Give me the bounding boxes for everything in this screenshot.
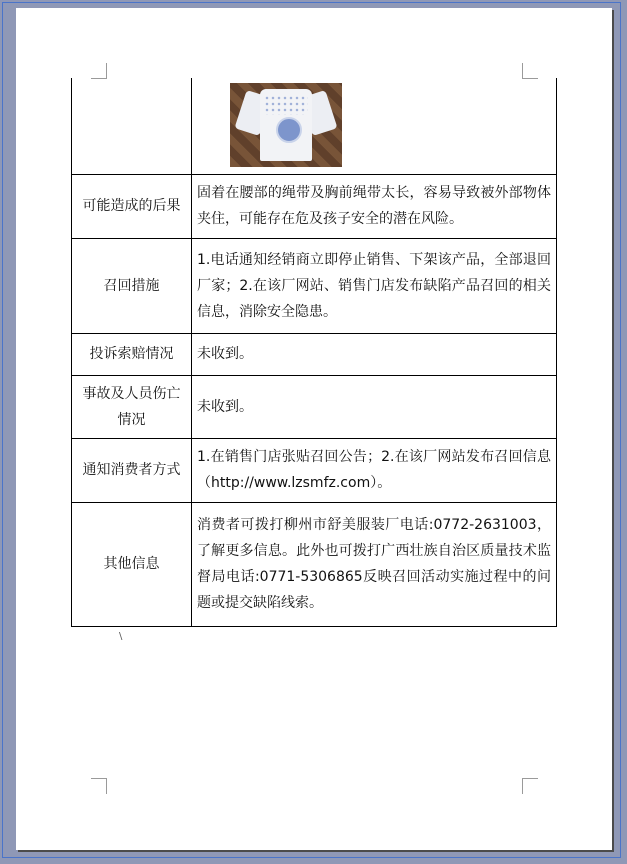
row-content: 1.在销售门店张贴召回公告；2.在该厂网站发布召回信息（http://www.lzsmfz.com）。 bbox=[192, 438, 557, 502]
table-row bbox=[72, 333, 557, 375]
product-photo bbox=[230, 83, 342, 167]
recall-info-table bbox=[71, 78, 557, 627]
table-row-product-photo bbox=[72, 78, 557, 174]
margin-corner-top-left bbox=[91, 63, 107, 79]
row-label: 可能造成的后果 bbox=[72, 174, 192, 238]
margin-corner-bottom-left bbox=[91, 778, 107, 794]
row-label: 事故及人员伤亡情况 bbox=[72, 375, 192, 438]
document-page bbox=[16, 8, 612, 850]
row-content: 消费者可拨打柳州市舒美服装厂电话:0772-2631003，了解更多信息。此外也可拨打广西壮族自治区质量技术监督局电话:0771-5306865反映召回活动实施过程中的问题或提交缺陷线索。 bbox=[192, 502, 557, 626]
stray-mark: \ bbox=[119, 631, 123, 642]
row-label: 通知消费者方式 bbox=[72, 438, 192, 502]
table-row bbox=[72, 438, 557, 502]
margin-corner-bottom-right bbox=[522, 778, 538, 794]
row-content: 未收到。 bbox=[192, 375, 557, 438]
row-content: 1.电话通知经销商立即停止销售、下架该产品，全部退回厂家；2.在该厂网站、销售门店发布缺陷产品召回的相关信息，消除安全隐患。 bbox=[192, 238, 557, 333]
table-cell-photo bbox=[192, 78, 557, 174]
table-row bbox=[72, 502, 557, 626]
row-content: 固着在腰部的绳带及胸前绳带太长，容易导致被外部物体夹住，可能存在危及孩子安全的潜在风险。 bbox=[192, 174, 557, 238]
table-cell-empty bbox=[72, 78, 192, 174]
row-label: 其他信息 bbox=[72, 502, 192, 626]
margin-corner-top-right bbox=[522, 63, 538, 79]
row-content: 未收到。 bbox=[192, 333, 557, 375]
table-row bbox=[72, 238, 557, 333]
row-label: 召回措施 bbox=[72, 238, 192, 333]
row-label: 投诉索赔情况 bbox=[72, 333, 192, 375]
table-row bbox=[72, 174, 557, 238]
table-row bbox=[72, 375, 557, 438]
